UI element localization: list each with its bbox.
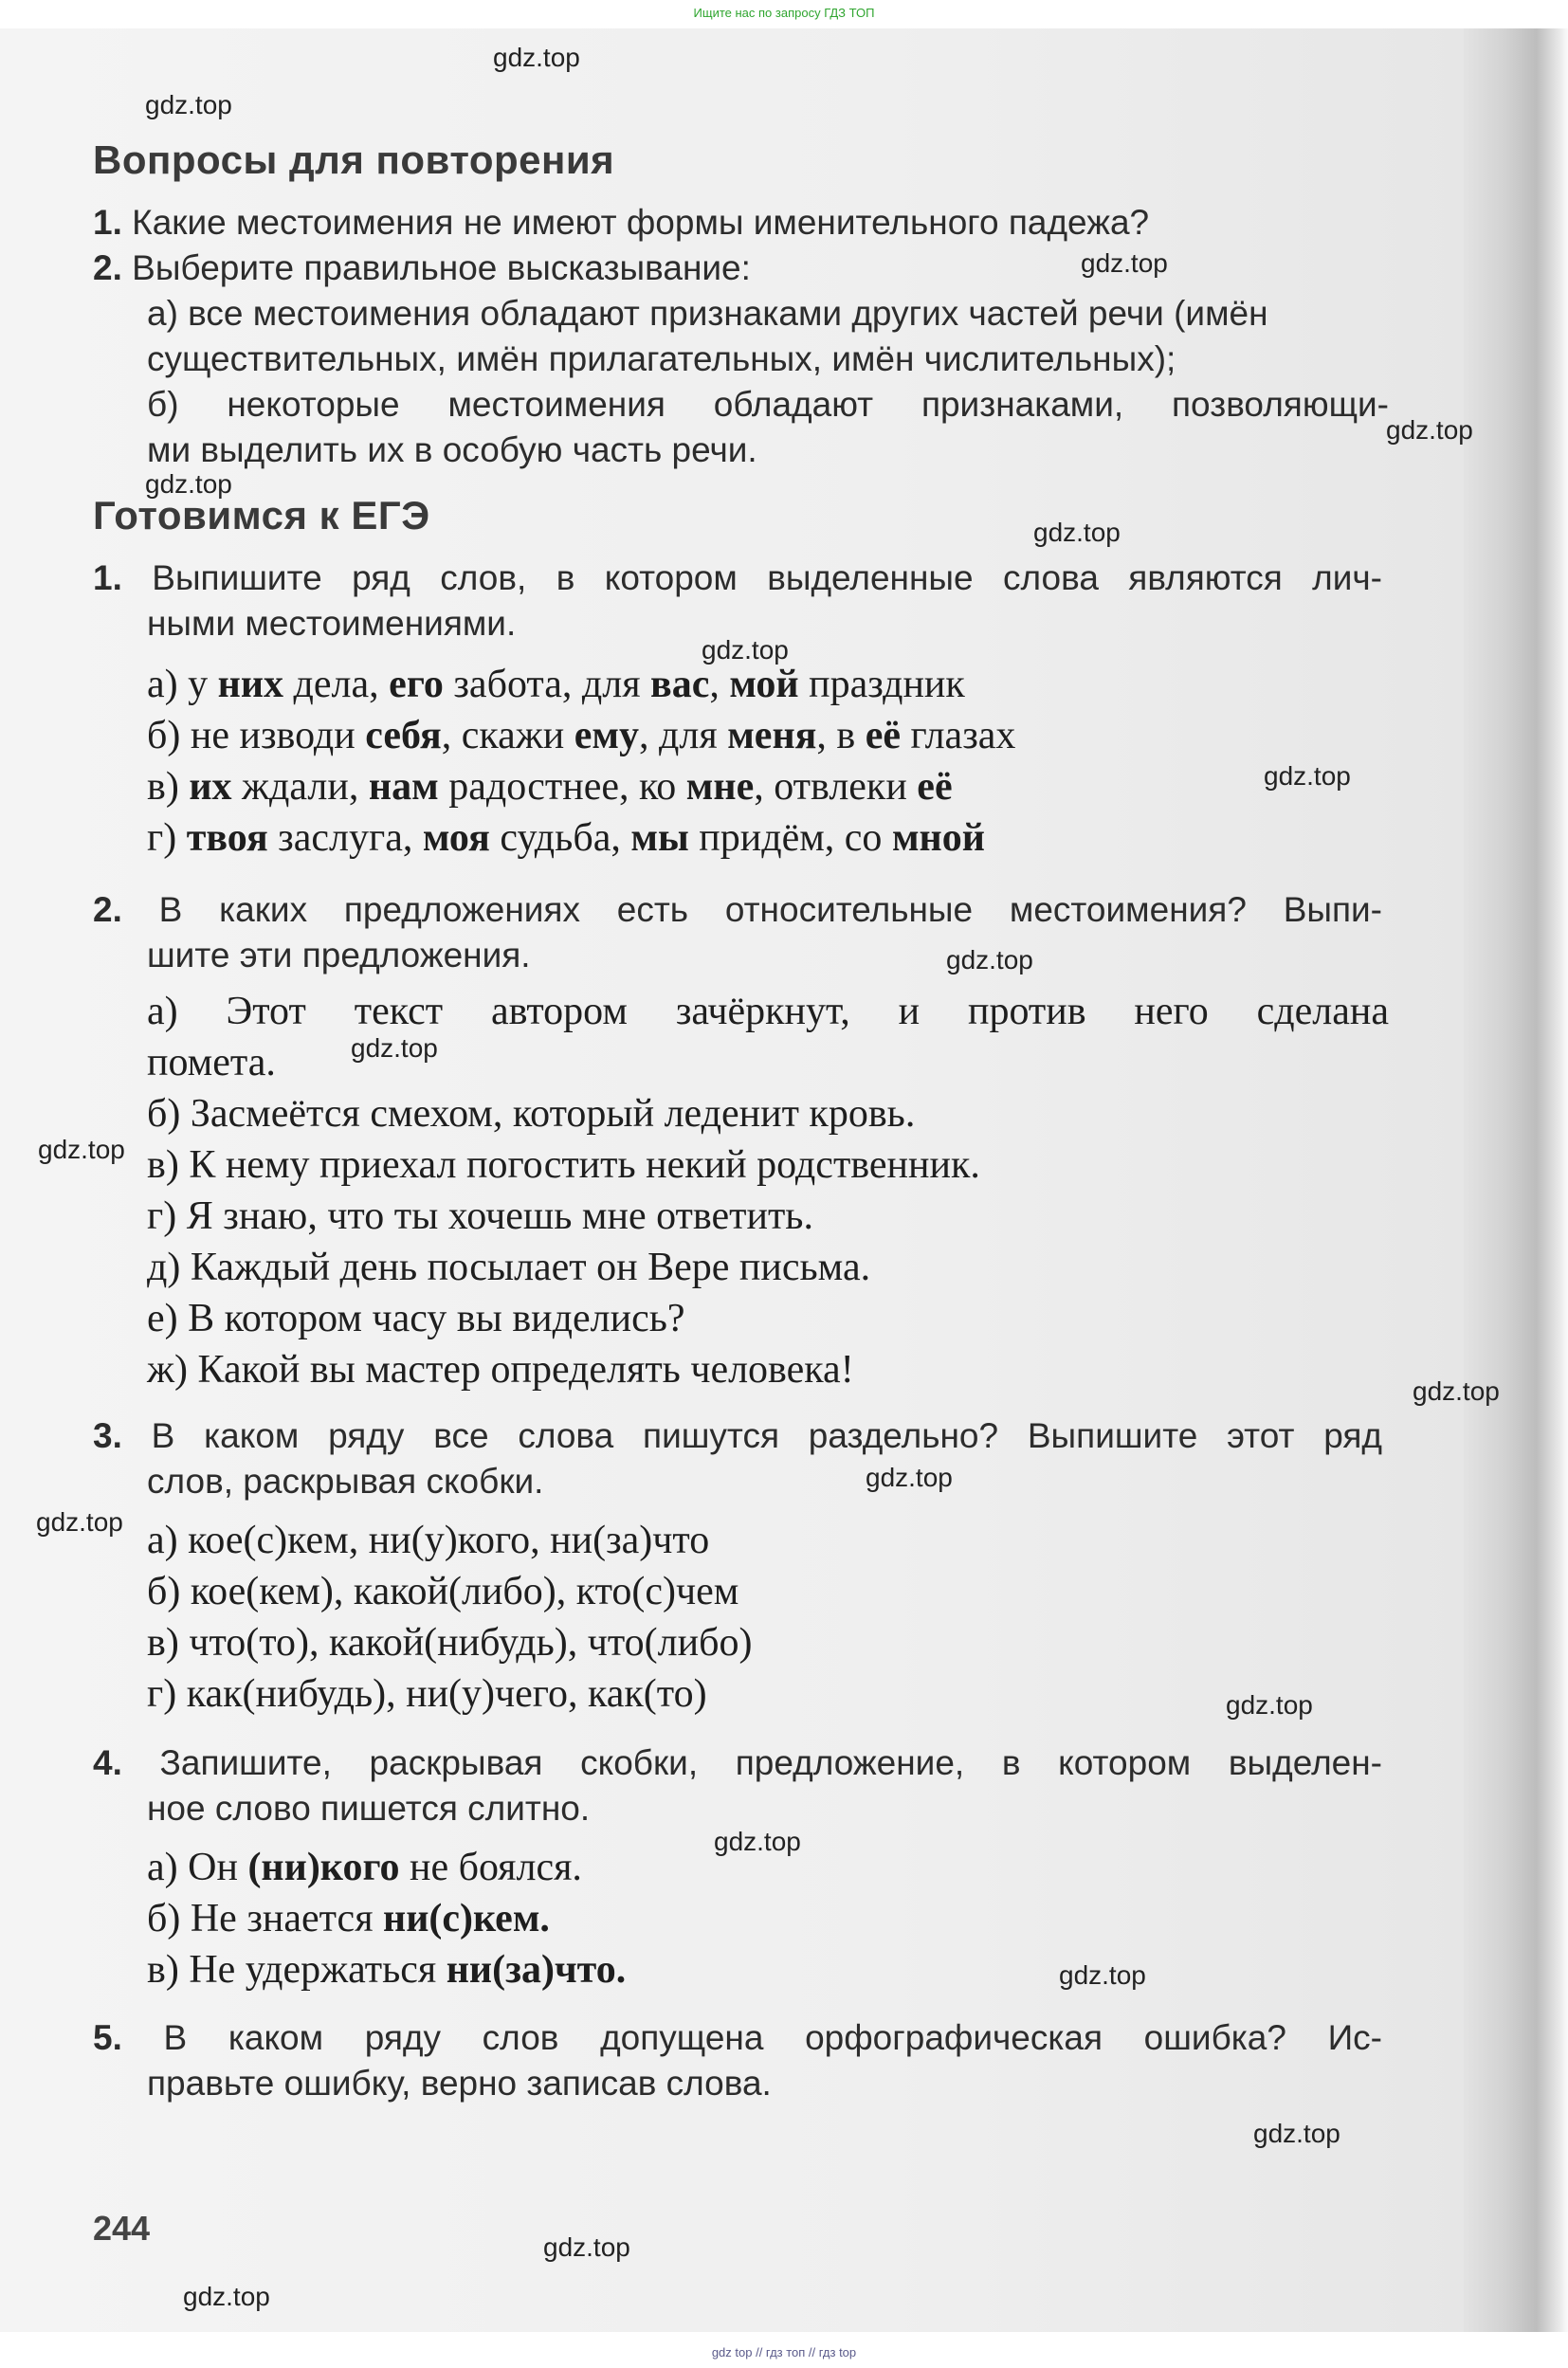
watermark: gdz.top (866, 1463, 953, 1492)
watermark: gdz.top (1081, 248, 1168, 278)
sentence-f: е) В котором часу вы виделись? (147, 1297, 685, 1340)
exam-question-1-option-1 (147, 659, 1389, 710)
option-text: , скажи (441, 714, 574, 757)
question-number: 1. (93, 203, 122, 242)
option-text: , в (816, 714, 866, 757)
question-text: Выпишите ряд слов, в котором выделенные слова являются лич- (152, 558, 1383, 597)
watermark: gdz.top (38, 1135, 125, 1164)
option-text: в) Не удержаться (147, 1948, 447, 1992)
watermark: gdz.top (946, 945, 1033, 975)
option-text: б) Не знается (147, 1897, 384, 1940)
review-question-1 (93, 199, 1382, 246)
option-text: не боялся. (399, 1846, 582, 1889)
highlighted-word: её (865, 714, 901, 757)
question-number: 4. (93, 1743, 122, 1782)
watermark: gdz.top (702, 635, 789, 665)
option-text: судьба, (489, 816, 631, 860)
sentence-d: г) Я знаю, что ты хочешь мне ответить. (147, 1194, 813, 1238)
sentence-g: ж) Какой вы мастер определять человека! (147, 1348, 854, 1392)
exam-question-1-option-3 (147, 761, 1389, 812)
word-row-b: б) кое(кем), какой(либо), кто(с)чем (147, 1570, 739, 1613)
question-text: Какие местоимения не имеют формы именительного падежа? (132, 203, 1150, 242)
highlighted-word: мы (630, 816, 689, 860)
word-row-a: а) кое(с)кем, ни(у)кого, ни(за)что (147, 1519, 710, 1562)
question-number: 1. (93, 558, 122, 597)
question-text: В каких предложениях есть относительные местоимения? Выпи- (158, 890, 1382, 929)
option-text: дела, (283, 663, 390, 706)
option-text: а) Он (147, 1846, 248, 1889)
watermark: gdz.top (543, 2232, 630, 2262)
sentence-c: в) К нему приехал погостить некий родственник. (147, 1143, 980, 1187)
watermark: gdz.top (1386, 415, 1473, 445)
review-question-2 (93, 245, 1382, 292)
watermark: gdz.top (351, 1033, 438, 1063)
option-text: , для (639, 714, 728, 757)
option-text: , (709, 663, 730, 706)
answer-option-b-line1: б) некоторые местоимения обладают признаками, позволяющи- (147, 385, 1389, 424)
watermark: gdz.top (1264, 761, 1351, 791)
exam-question-5-line1 (93, 2014, 1382, 2062)
highlighted-word: вас (650, 663, 710, 706)
exam-question-1-line2: ными местоимениями. (147, 604, 517, 643)
question-number: 3. (93, 1416, 122, 1455)
answer-option-b-line2: ми выделить их в особую часть речи. (147, 430, 757, 469)
option-text: праздник (798, 663, 965, 706)
answer-option-a-line2: существительных, имён прилагательных, имён числительных); (147, 339, 1176, 378)
highlighted-word: твоя (186, 816, 268, 860)
option-text: , отвлеки (754, 765, 918, 809)
bottom-watermark-note: gdz top // гдз топ // гдз top (711, 2345, 857, 2359)
sentence-b: б) Засмеётся смехом, который леденит кровь. (147, 1092, 916, 1136)
watermark: gdz.top (1226, 1690, 1313, 1720)
question-number: 2. (93, 248, 122, 287)
exam-question-3-line2: слов, раскрывая скобки. (147, 1462, 544, 1501)
top-search-note: Ищите нас по запросу ГДЗ ТОП (693, 6, 875, 20)
highlighted-word: себя (365, 714, 442, 757)
highlighted-word: мной (891, 816, 985, 860)
highlighted-word: мне (685, 765, 755, 809)
exam-question-1-option-4 (147, 812, 1389, 864)
option-text: ждали, (231, 765, 369, 809)
exam-question-4-line1 (93, 1740, 1382, 1787)
question-text: Запишите, раскрывая скобки, предложение, в котором выделен- (159, 1743, 1383, 1782)
word-row-c: в) что(то), какой(нибудь), что(либо) (147, 1621, 753, 1665)
highlighted-word: его (389, 663, 444, 706)
option-text: в) (147, 765, 190, 809)
option-text: радостнее, ко (438, 765, 686, 809)
section-title-exam-prep: Готовимся к ЕГЭ (93, 493, 430, 537)
exam-question-2-line2: шите эти предложения. (147, 936, 531, 975)
highlighted-word: меня (727, 714, 817, 757)
highlighted-word: ни(с)кем. (383, 1897, 550, 1940)
exam-question-1-line1 (93, 555, 1382, 602)
highlighted-word: ни(за)что. (446, 1948, 627, 1992)
exam-question-1-option-2 (147, 710, 1389, 761)
watermark: gdz.top (1413, 1376, 1500, 1406)
option-text: забота, для (443, 663, 651, 706)
highlighted-word: мой (729, 663, 799, 706)
highlighted-word: нам (368, 765, 439, 809)
watermark: gdz.top (1059, 1960, 1146, 1990)
option-text: придём, со (688, 816, 892, 860)
watermark: gdz.top (145, 469, 232, 499)
highlighted-word: (ни)кого (247, 1846, 400, 1889)
watermark: gdz.top (36, 1507, 123, 1537)
highlighted-word: ему (574, 714, 640, 757)
sentence-a-line1: а) Этот текст автором зачёркнут, и против него сделана (147, 990, 1389, 1033)
question-text: В каком ряду слов допущена орфографическая ошибка? Ис- (163, 2018, 1382, 2057)
question-number: 2. (93, 890, 122, 929)
option-text: б) не изводи (147, 714, 366, 757)
word-row-d: г) как(нибудь), ни(у)чего, как(то) (147, 1672, 707, 1716)
option-text: заслуга, (267, 816, 423, 860)
option-text: а) у (147, 663, 218, 706)
watermark: gdz.top (714, 1827, 801, 1856)
highlighted-word: её (917, 765, 953, 809)
watermark: gdz.top (1033, 518, 1121, 547)
exam-question-5-line2: правьте ошибку, верно записав слова. (147, 2064, 772, 2103)
exam-question-4-option-2 (147, 1893, 1389, 1944)
watermark: gdz.top (493, 43, 580, 72)
exam-question-2-line1 (93, 886, 1382, 934)
exam-question-3-line1 (93, 1412, 1382, 1460)
answer-option-a-line1: а) все местоимения обладают признаками других частей речи (имён (147, 294, 1268, 333)
question-number: 5. (93, 2018, 122, 2057)
question-text: Выберите правильное высказывание: (132, 248, 751, 287)
exam-question-4-line2: ное слово пишется слитно. (147, 1789, 591, 1828)
sentence-a-line2: помета. (147, 1041, 276, 1084)
page-number: 244 (93, 2209, 151, 2248)
highlighted-word: них (217, 663, 284, 706)
page-spine-shadow (1464, 28, 1568, 2332)
option-text: г) (147, 816, 187, 860)
sentence-e: д) Каждый день посылает он Вере письма. (147, 1246, 871, 1289)
watermark: gdz.top (183, 2282, 270, 2311)
highlighted-word: моя (422, 816, 490, 860)
option-text: глазах (901, 714, 1016, 757)
watermark: gdz.top (1253, 2119, 1340, 2148)
section-title-review: Вопросы для повторения (93, 137, 615, 182)
exam-question-4-option-3 (147, 1944, 1389, 1995)
highlighted-word: их (189, 765, 232, 809)
question-text: В каком ряду все слова пишутся раздельно? Выпишите этот ряд (151, 1416, 1383, 1455)
watermark: gdz.top (145, 90, 232, 119)
